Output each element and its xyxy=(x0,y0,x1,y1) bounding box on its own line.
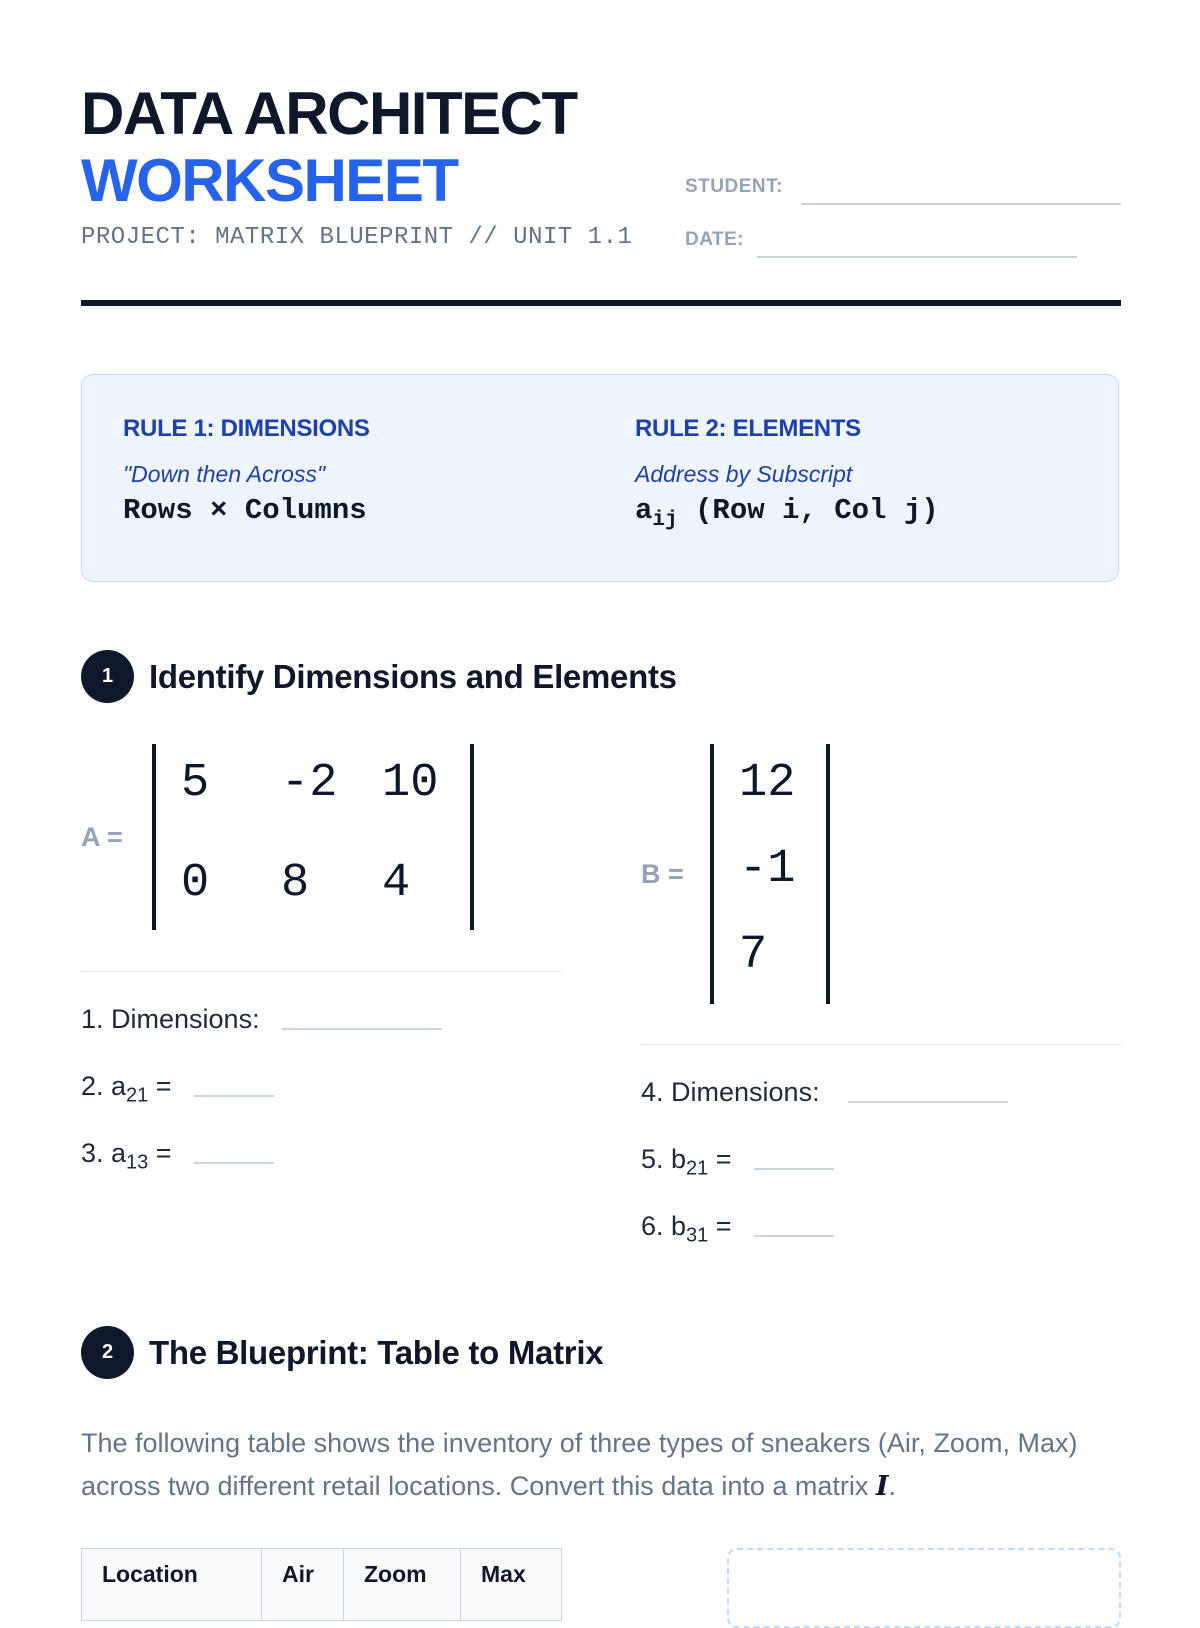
instructions-text: The following table shows the inventory of three types of sneakers (Air, Zoom, Max) across two different retail locations. Convert this data into a matrix xyxy=(81,1428,1078,1501)
rule-1-subtitle: "Down then Across" xyxy=(123,461,326,487)
rule-2-subtitle: Address by Subscript xyxy=(635,461,853,487)
rules-box xyxy=(81,374,1119,582)
matrix-b-divider xyxy=(641,1044,1121,1045)
worksheet-page xyxy=(81,0,1121,1600)
table-header-cell: Max xyxy=(461,1549,562,1621)
title-line-1: DATA ARCHITECT xyxy=(81,80,577,147)
question-1 xyxy=(81,1004,260,1035)
question-5-subscript: 21 xyxy=(686,1157,709,1180)
table-header-cell: Location xyxy=(82,1549,262,1621)
header-divider xyxy=(81,300,1121,306)
answer-line-4[interactable] xyxy=(848,1101,1008,1103)
rule-2-formula-rest: (Row i, Col j) xyxy=(677,494,939,527)
question-3 xyxy=(81,1138,172,1174)
question-6-suffix: = xyxy=(708,1211,732,1241)
section-2-title: The Blueprint: Table to Matrix xyxy=(149,1333,604,1371)
answer-line-6[interactable] xyxy=(754,1235,834,1237)
rule-2-heading: RULE 2: ELEMENTS xyxy=(635,415,861,442)
question-5-suffix: = xyxy=(708,1144,732,1174)
question-5 xyxy=(641,1144,732,1180)
matrix-b-cell: 12 xyxy=(739,757,796,810)
question-1-text: 1. Dimensions: xyxy=(81,1004,260,1034)
project-subtitle: PROJECT: MATRIX BLUEPRINT // UNIT 1.1 xyxy=(81,224,633,251)
answer-line-5[interactable] xyxy=(754,1168,834,1170)
question-3-suffix: = xyxy=(148,1138,172,1168)
matrix-name: I xyxy=(875,1471,889,1502)
matrix-b-label: B = xyxy=(641,859,684,889)
matrix-b-left-bracket xyxy=(710,744,714,1004)
table-header-row xyxy=(82,1549,562,1621)
section-2-heading xyxy=(81,1326,603,1379)
section-2-instructions xyxy=(81,1422,1081,1508)
matrix-a-right-bracket xyxy=(470,744,474,930)
matrix-b-cell: 7 xyxy=(739,929,768,982)
answer-line-3[interactable] xyxy=(194,1162,274,1164)
rule-1-formula: Rows × Columns xyxy=(123,494,367,527)
matrix-a-cell: -2 xyxy=(281,757,338,810)
matrix-answer-box[interactable] xyxy=(727,1548,1121,1628)
question-3-prefix: 3. a xyxy=(81,1138,127,1168)
table-header-cell: Zoom xyxy=(344,1549,461,1621)
section-1-number: 1 xyxy=(81,650,134,703)
section-1-heading xyxy=(81,650,677,703)
question-2-subscript: 21 xyxy=(126,1084,149,1107)
rule-2-formula xyxy=(635,494,939,532)
title-line-2: WORKSHEET xyxy=(81,147,458,214)
student-label: STUDENT: xyxy=(685,176,783,197)
matrix-a-cell: 4 xyxy=(382,857,411,910)
question-6-prefix: 6. b xyxy=(641,1211,687,1241)
question-2 xyxy=(81,1071,172,1107)
matrix-b-right-bracket xyxy=(826,744,830,1004)
matrix-a-cell: 5 xyxy=(181,757,210,810)
question-4 xyxy=(641,1077,820,1108)
matrix-a-left-bracket xyxy=(152,744,156,930)
matrix-a-label: A = xyxy=(81,822,123,852)
rule-1-heading: RULE 1: DIMENSIONS xyxy=(123,415,370,442)
answer-line-2[interactable] xyxy=(194,1095,274,1097)
question-4-text: 4. Dimensions: xyxy=(641,1077,820,1107)
question-5-prefix: 5. b xyxy=(641,1144,687,1174)
rule-1 xyxy=(123,415,370,527)
rule-2-formula-base: a xyxy=(635,494,653,527)
section-1-title: Identify Dimensions and Elements xyxy=(149,657,677,695)
date-input-line[interactable] xyxy=(757,256,1077,258)
section-2-number: 2 xyxy=(81,1326,134,1379)
question-6-subscript: 31 xyxy=(686,1224,709,1247)
table-header-cell: Air xyxy=(262,1549,344,1621)
rule-2-formula-subscript: ij xyxy=(652,508,678,532)
matrix-a-divider xyxy=(81,971,561,972)
matrix-b-cell: -1 xyxy=(739,843,796,896)
matrix-a-cell: 10 xyxy=(382,757,439,810)
date-label: DATE: xyxy=(685,229,745,250)
student-input-line[interactable] xyxy=(801,203,1121,205)
inventory-table xyxy=(81,1548,562,1621)
matrix-a-cell: 0 xyxy=(181,857,210,910)
rule-2 xyxy=(635,415,939,532)
instructions-end: . xyxy=(888,1471,897,1501)
answer-line-1[interactable] xyxy=(282,1028,442,1030)
question-2-suffix: = xyxy=(148,1071,172,1101)
question-6 xyxy=(641,1211,732,1247)
question-2-prefix: 2. a xyxy=(81,1071,127,1101)
question-3-subscript: 13 xyxy=(126,1151,149,1174)
matrix-a-cell: 8 xyxy=(281,857,310,910)
